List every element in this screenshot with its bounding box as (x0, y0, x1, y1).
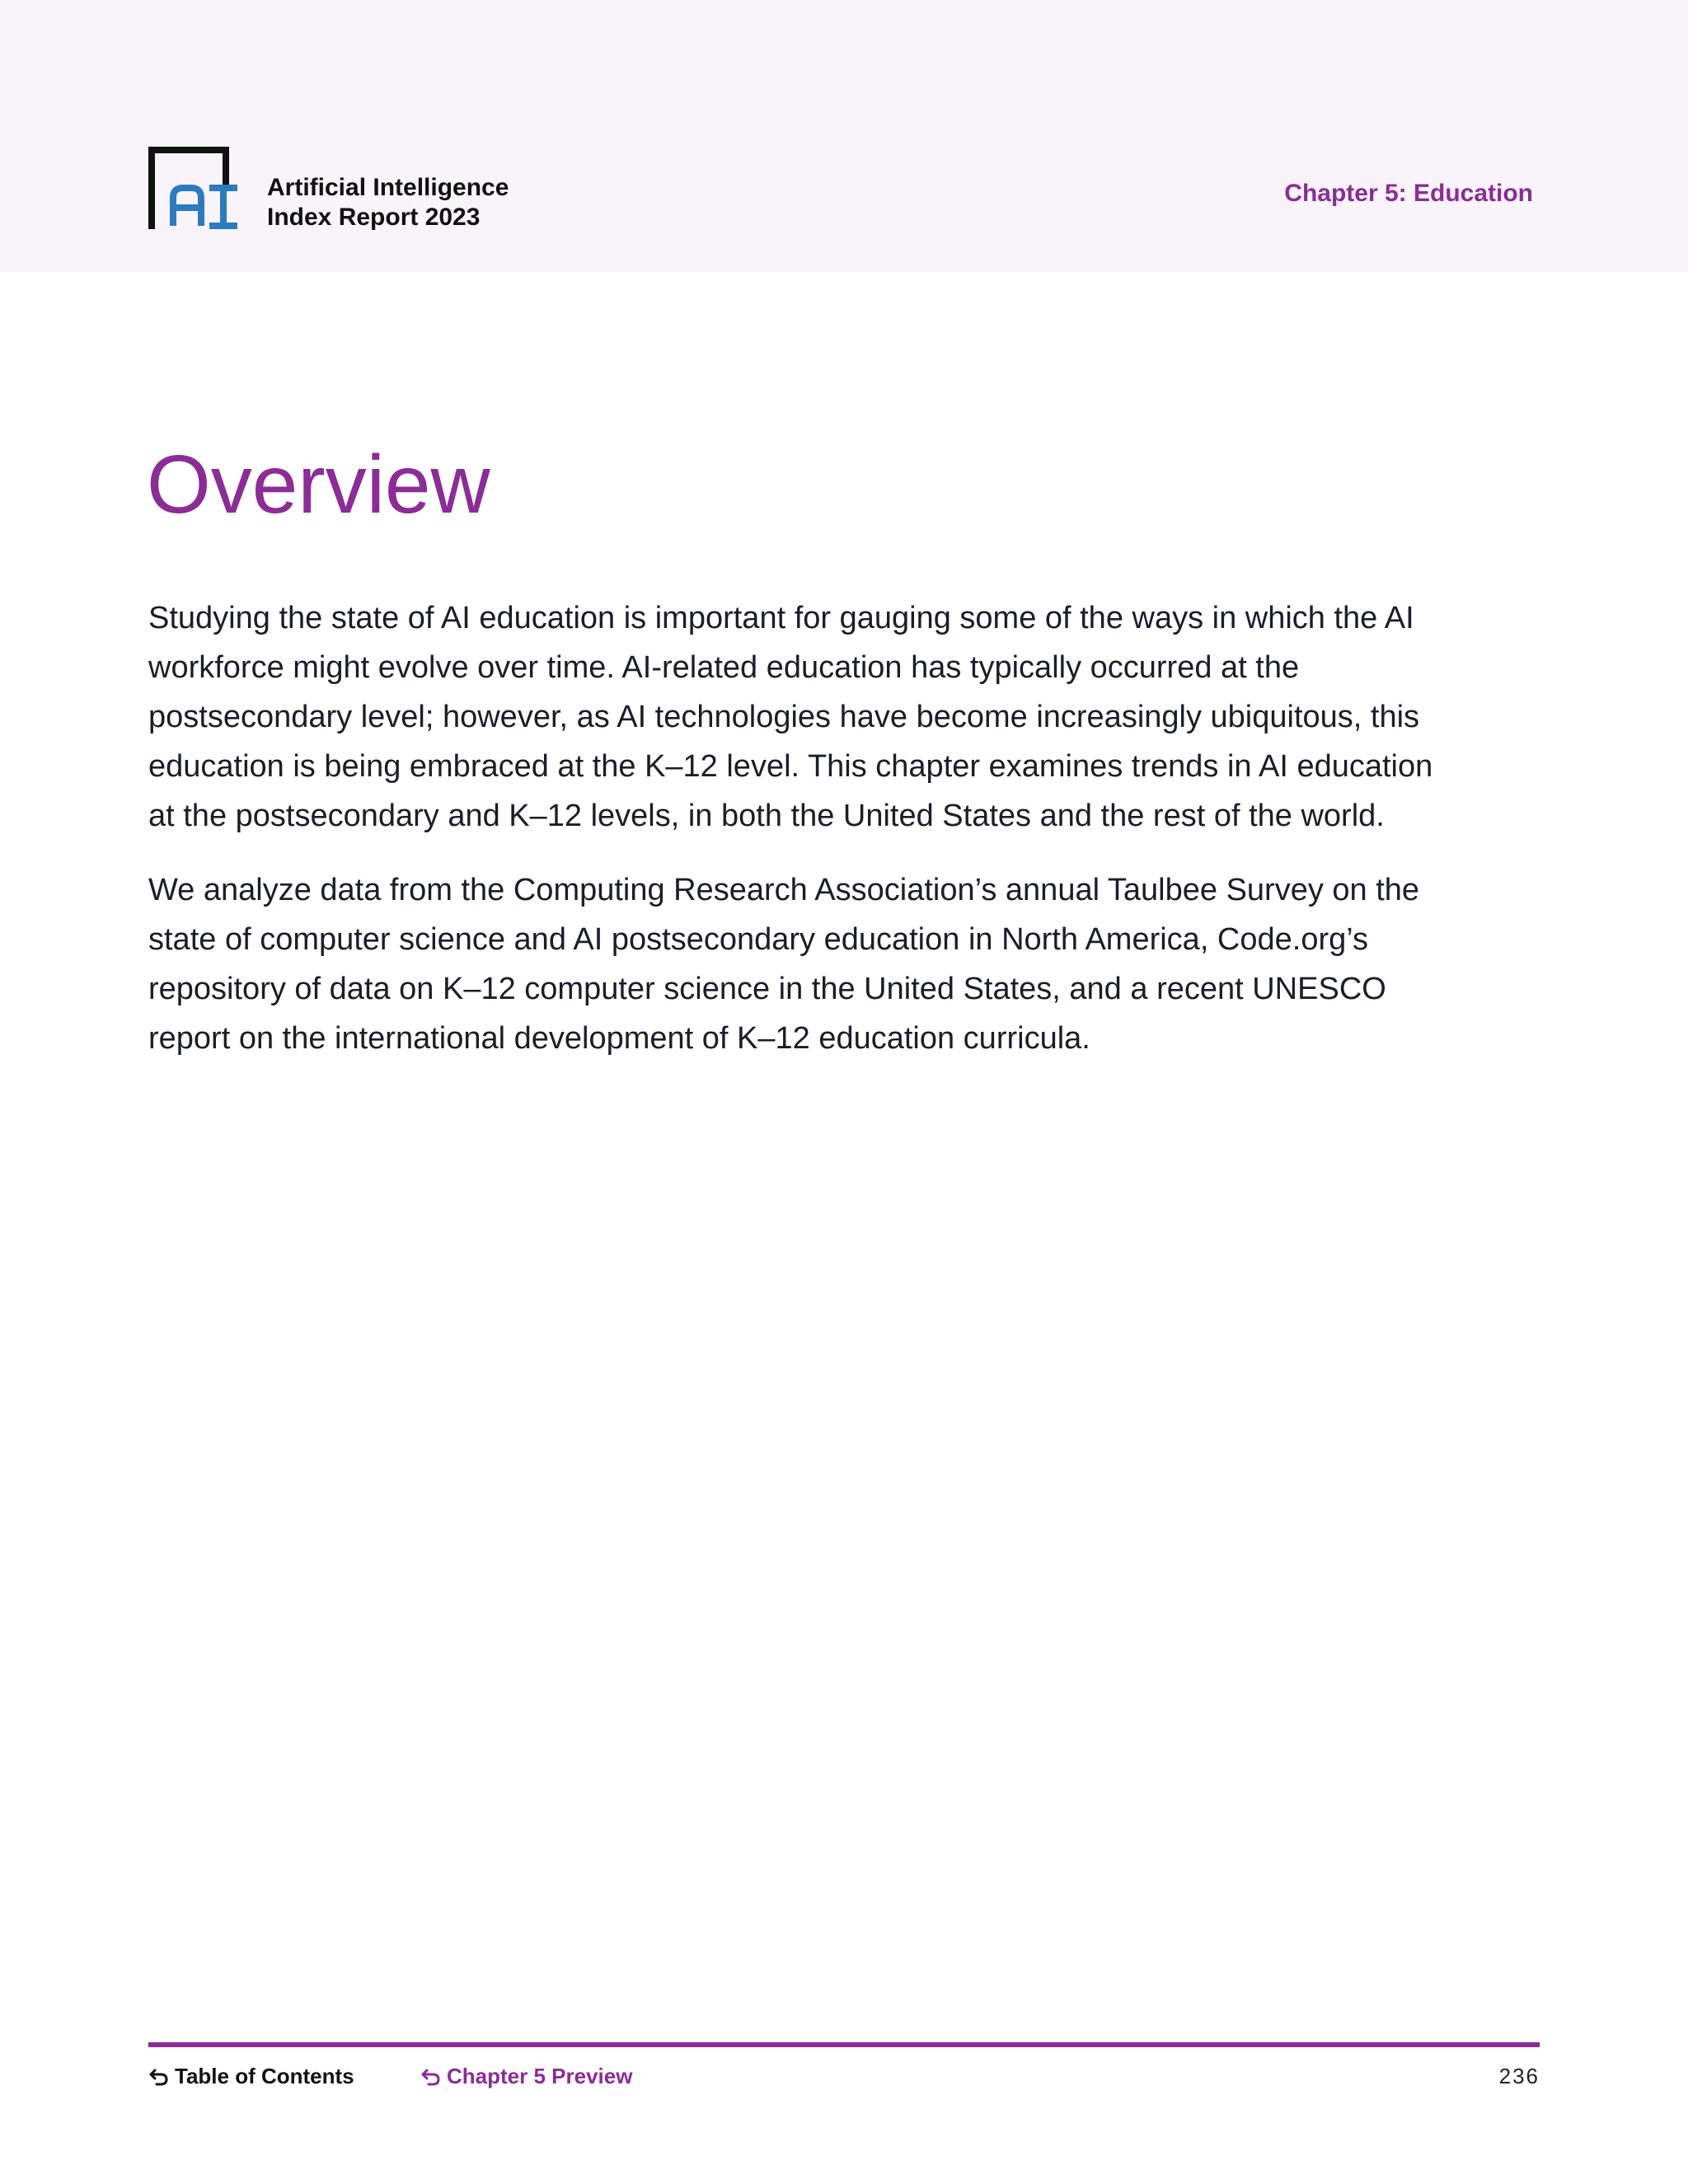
body-text (148, 593, 1434, 1088)
paragraph-2: We analyze data from the Computing Research Association’s annual Taulbee Survey on the state of computer science and AI postsecondary education in North America, Code.org’s repository of data on K–12 computer science in the United States, and a recent UNESCO report on the international development of K–12 education curricula. (148, 873, 1420, 1056)
table-of-contents-link[interactable] (148, 2064, 354, 2089)
page-title: Overview (147, 438, 490, 531)
chapter-preview-link[interactable] (420, 2064, 632, 2089)
page-number: 236 (1498, 2064, 1540, 2088)
paragraph-1: Studying the state of AI education is important for gauging some of the ways in which the AI workforce might evolve over time. AI-related education has typically occurred at the postsecondary level; however, as AI technologies have become increasingly ubiquitous, this education is being embraced at the K–12 level. This chapter examines trends in AI education at the postsecondary and K–12 levels, in both the United States and the rest of the world. (148, 601, 1433, 833)
report-name-line2: Index Report 2023 (267, 204, 481, 231)
report-name (267, 173, 509, 232)
page-header (0, 0, 1688, 272)
return-arrow-icon (148, 2066, 170, 2088)
ai-index-logo-icon (148, 147, 241, 229)
report-name-line1: Artificial Intelligence (267, 174, 509, 201)
chapter-preview-label: Chapter 5 Preview (447, 2064, 633, 2088)
table-of-contents-label: Table of Contents (175, 2064, 354, 2088)
chapter-label[interactable]: Chapter 5: Education (1284, 180, 1533, 207)
page-footer (148, 2060, 1540, 2093)
footer-divider (148, 2042, 1540, 2047)
return-arrow-icon (420, 2066, 442, 2088)
